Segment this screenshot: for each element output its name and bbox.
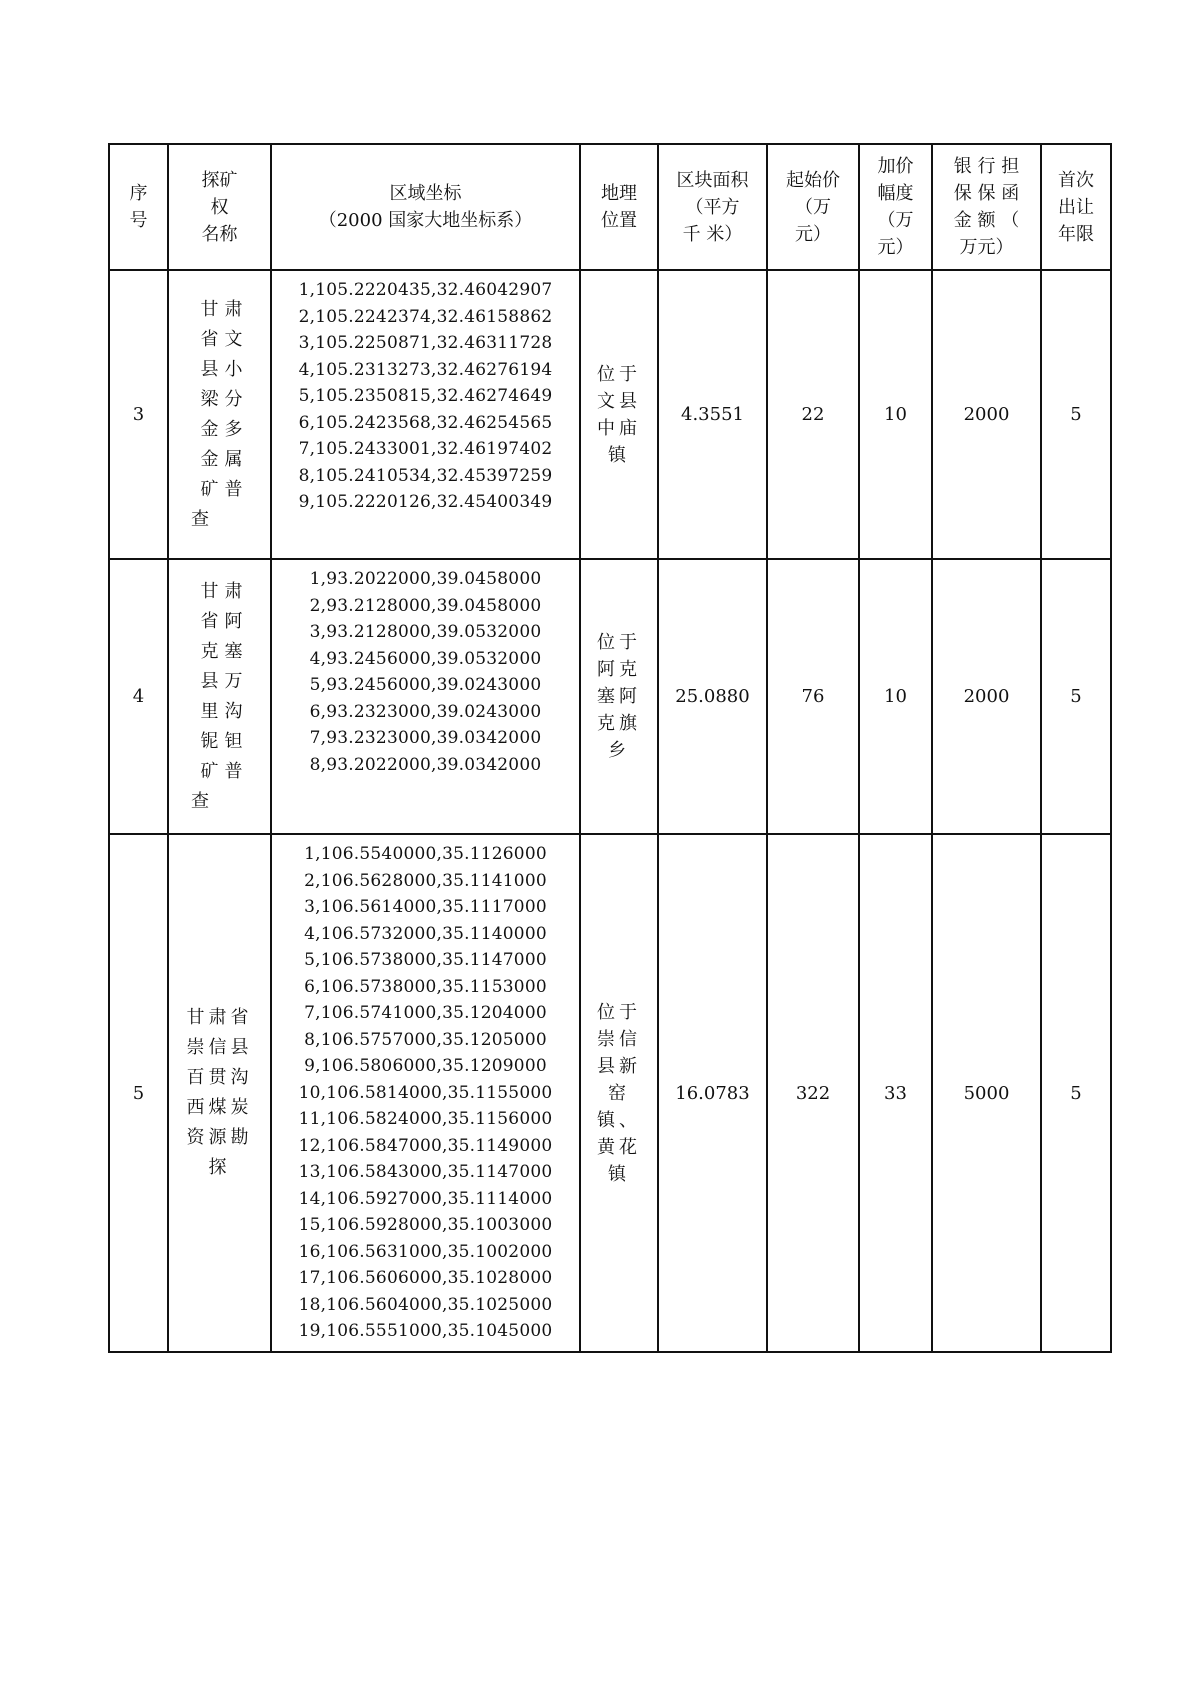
cell-guarantee: 2000: [932, 270, 1041, 559]
cell-increment: 10: [859, 270, 932, 559]
cell-serial-number: 3: [109, 270, 168, 559]
cell-location: 位于 文县 中庙 镇: [580, 270, 658, 559]
cell-location: 位于 阿克 塞阿 克旗 乡: [580, 559, 658, 834]
cell-coordinates: 1,93.2022000,39.0458000 2,93.2128000,39.0458000 3,93.2128000,39.0532000 4,93.2456000,39.0532000 5,93.2456000,39.0243000 6,93.2323000,39.0243000 7,93.2323000,39.0342000 8,93.2022000,39.0342000: [271, 559, 580, 834]
header-starting-price: 起始价 （万 元）: [767, 144, 859, 270]
cell-increment: 10: [859, 559, 932, 834]
header-row: [109, 144, 1111, 270]
cell-rights-name: 甘肃省阿克塞县万里沟铌钽矿普查: [168, 559, 271, 834]
cell-coordinates: 1,106.5540000,35.1126000 2,106.5628000,35.1141000 3,106.5614000,35.1117000 4,106.5732000,35.1140000 5,106.5738000,35.1147000 6,106.5738000,35.1153000 7,106.5741000,35.1204000 8,106.5757000,35.1205000 9,106.5806000,35.1209000 10,106.5814000,35.1155000 11,106.5824000,35.1156000 12,106.5847000,35.1149000 13,106.5843000,35.1147000 14,106.5927000,35.1114000 15,106.5928000,35.1003000 16,106.5631000,35.1002000 17,106.5606000,35.1028000 18,106.5604000,35.1025000 19,106.5551000,35.1045000: [271, 834, 580, 1352]
header-serial-number: 序 号: [109, 144, 168, 270]
cell-years: 5: [1041, 270, 1111, 559]
header-block-area: 区块面积 （平方 千 米）: [658, 144, 767, 270]
cell-guarantee: 2000: [932, 559, 1041, 834]
cell-starting-price: 76: [767, 559, 859, 834]
cell-location: 位于 崇信 县新 窑镇、 黄花 镇: [580, 834, 658, 1352]
cell-starting-price: 322: [767, 834, 859, 1352]
table-row: [109, 834, 1111, 1352]
cell-area: 16.0783: [658, 834, 767, 1352]
table-row: [109, 270, 1111, 559]
mining-rights-table: [108, 143, 1112, 1353]
cell-rights-name: 甘肃省 崇信县 百贯沟 西煤炭 资源勘 探: [168, 834, 271, 1352]
cell-rights-name: 甘肃省文县小梁分金多金属矿普查: [168, 270, 271, 559]
cell-area: 4.3551: [658, 270, 767, 559]
header-geographic-location: 地理 位置: [580, 144, 658, 270]
cell-guarantee: 5000: [932, 834, 1041, 1352]
header-price-increment: 加价 幅度 （万 元）: [859, 144, 932, 270]
cell-years: 5: [1041, 834, 1111, 1352]
cell-increment: 33: [859, 834, 932, 1352]
header-rights-name: 探矿 权 名称: [168, 144, 271, 270]
cell-serial-number: 4: [109, 559, 168, 834]
cell-starting-price: 22: [767, 270, 859, 559]
header-transfer-years: 首次 出让 年限: [1041, 144, 1111, 270]
cell-coordinates: 1,105.2220435,32.46042907 2,105.2242374,32.46158862 3,105.2250871,32.46311728 4,105.2313273,32.46276194 5,105.2350815,32.46274649 6,105.2423568,32.46254565 7,105.2433001,32.46197402 8,105.2410534,32.45397259 9,105.2220126,32.45400349: [271, 270, 580, 559]
table-row: [109, 559, 1111, 834]
cell-serial-number: 5: [109, 834, 168, 1352]
header-area-coordinates: 区域坐标 （2000 国家大地坐标系）: [271, 144, 580, 270]
header-bank-guarantee: 银 行 担 保 保 函 金 额 （ 万元）: [932, 144, 1041, 270]
cell-years: 5: [1041, 559, 1111, 834]
cell-area: 25.0880: [658, 559, 767, 834]
